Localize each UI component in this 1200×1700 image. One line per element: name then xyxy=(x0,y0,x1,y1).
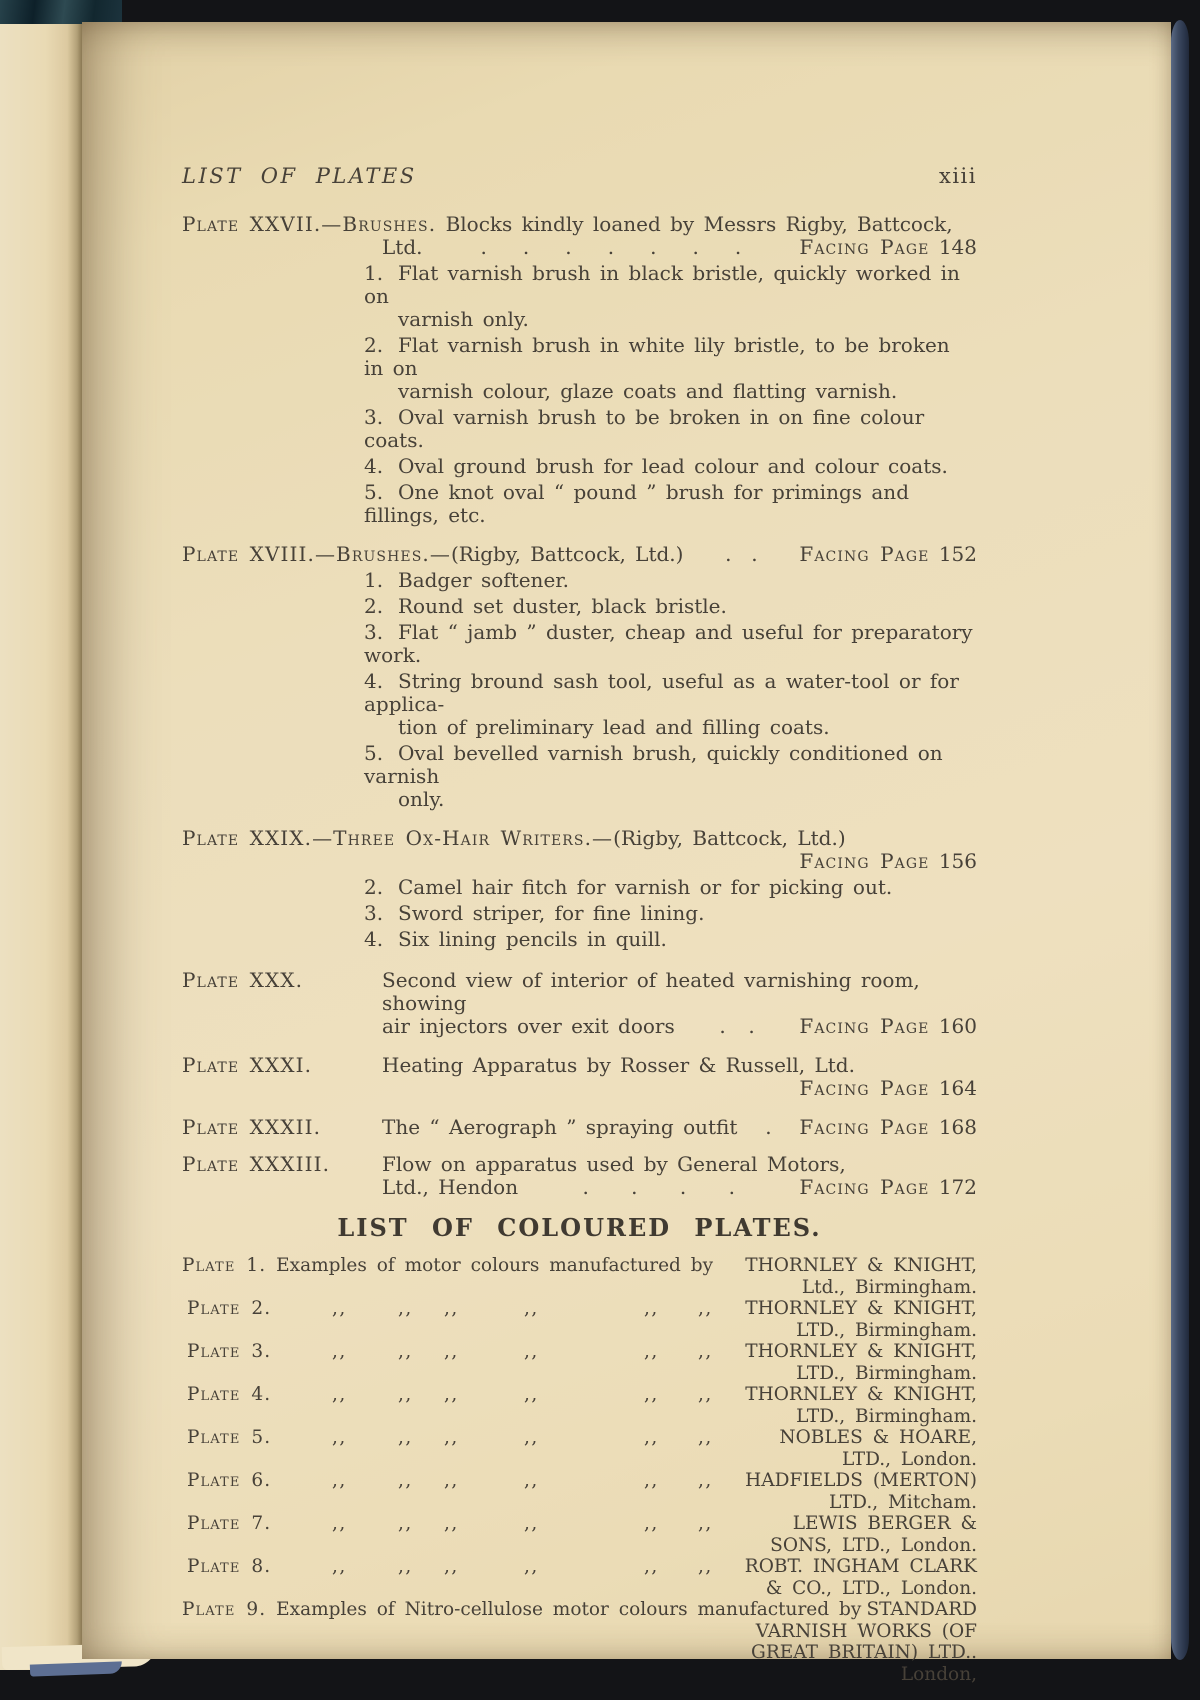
ditto-mark: ,, xyxy=(398,1341,413,1362)
plate-label: Plate 5. xyxy=(187,1427,272,1448)
facing-page-label: Facing Page xyxy=(799,1115,930,1139)
plate-item xyxy=(364,262,977,331)
plate-label: Plate 6. xyxy=(187,1470,272,1491)
description-line: The “ Aerograph ” spraying outfit xyxy=(382,1115,738,1139)
manufacturer: STANDARD xyxy=(866,1599,977,1620)
row-line xyxy=(182,1341,977,1363)
item-text: Oval ground brush for lead colour and colour coats. xyxy=(398,454,948,478)
leader-dot: . xyxy=(719,1014,726,1038)
ditto-mark: ,, xyxy=(444,1341,459,1362)
plate-item xyxy=(364,902,977,925)
ditto-mark: ,, xyxy=(698,1384,713,1405)
ditto-mark: ,, xyxy=(332,1298,347,1319)
facing-page-ref xyxy=(799,1015,977,1038)
manufacturer: ROBT. INGHAM CLARK xyxy=(744,1556,977,1577)
ditto-mark: ,, xyxy=(524,1341,539,1362)
ditto-mark: ,, xyxy=(398,1298,413,1319)
plate-label: Plate XXIX.—Three Ox-Hair Writers.— xyxy=(182,826,614,850)
description-line: Second view of interior of heated varnishing room, showing xyxy=(382,968,920,1015)
plate-item xyxy=(364,595,977,618)
item-text: Camel hair fitch for varnish or for picking out. xyxy=(398,875,893,899)
coloured-plate-row xyxy=(182,1470,977,1513)
item-number: 5. xyxy=(364,741,384,765)
manufacturer: NOBLES & HOARE, xyxy=(779,1427,977,1448)
row-line xyxy=(182,1470,977,1492)
manufacturer-continuation: LTD., Mitcham. xyxy=(829,1491,977,1513)
plate-entry-xxix xyxy=(182,827,977,951)
facing-page-ref xyxy=(799,1077,977,1100)
plate-item xyxy=(364,742,977,811)
coloured-plate-row xyxy=(182,1556,977,1599)
leader-dot: . xyxy=(692,235,699,259)
leader-dot: . xyxy=(631,1175,638,1199)
cover-edge-sliver xyxy=(30,1661,122,1676)
row-line xyxy=(182,1427,977,1449)
coloured-plate-row xyxy=(182,1384,977,1427)
row-line xyxy=(182,1255,977,1277)
plate-entry-xxxi xyxy=(182,1054,977,1100)
plate-label: Plate XXXIII. xyxy=(182,1152,331,1176)
row-line xyxy=(182,1556,977,1578)
leader-dot: . xyxy=(728,1175,735,1199)
ditto-mark: ,, xyxy=(398,1427,413,1448)
running-title: LIST OF PLATES xyxy=(182,164,417,188)
leader-dot: . xyxy=(765,1115,772,1139)
ditto-mark: ,, xyxy=(332,1384,347,1405)
plate-heading xyxy=(182,213,977,236)
coloured-plate-row xyxy=(182,1341,977,1384)
plate-description xyxy=(382,969,977,1015)
ditto-mark: ,, xyxy=(644,1384,659,1405)
dot-leader xyxy=(422,236,799,259)
coloured-plate-row xyxy=(182,1298,977,1341)
facing-page-label: Facing Page xyxy=(799,849,930,873)
ditto-mark: ,, xyxy=(332,1427,347,1448)
item-number: 4. xyxy=(364,927,384,951)
item-number: 4. xyxy=(364,454,384,478)
plate-label: Plate 3. xyxy=(187,1341,272,1362)
plate-item xyxy=(364,455,977,478)
previous-page-edge xyxy=(0,24,82,1670)
plate-heading xyxy=(182,827,977,850)
item-text: Oval bevelled varnish brush, quickly conditioned on varnish xyxy=(364,741,943,788)
leader-dot: . xyxy=(582,1175,589,1199)
plate-entry-xxx xyxy=(182,969,977,1038)
item-number: 2. xyxy=(364,875,384,899)
item-number: 3. xyxy=(364,620,384,644)
ditto-mark: ,, xyxy=(698,1556,713,1577)
section-title: LIST OF COLOURED PLATES. xyxy=(337,1213,822,1242)
row-line xyxy=(182,1298,977,1320)
item-text-continuation: varnish colour, glaze coats and flatting varnish. xyxy=(398,379,898,403)
plate-heading-text xyxy=(182,543,683,566)
leader-dot: . xyxy=(748,1014,755,1038)
manufacturer-continuation: LTD., Birmingham. xyxy=(796,1405,977,1427)
plate-row xyxy=(182,1176,977,1199)
ditto-mark: ,, xyxy=(444,1556,459,1577)
dot-leader xyxy=(683,543,799,566)
ditto-mark: ,, xyxy=(524,1384,539,1405)
coloured-plate-row xyxy=(182,1599,977,1685)
row-line xyxy=(182,1513,977,1535)
plate-heading-text: (Rigby, Battcock, Ltd.) xyxy=(613,826,846,850)
row-line xyxy=(182,1599,977,1621)
plate-row xyxy=(182,1153,977,1176)
leader-dot: . xyxy=(522,235,530,259)
facing-page-ref xyxy=(799,850,977,873)
facing-page-ref xyxy=(799,236,977,259)
ditto-mark: ,, xyxy=(644,1556,659,1577)
leader-dot: . xyxy=(565,235,572,259)
ditto-mark: ,, xyxy=(398,1513,413,1534)
description-line: Heating Apparatus by Rosser & Russell, Ltd. xyxy=(382,1053,855,1077)
facing-page-line xyxy=(182,850,977,873)
continuation-text: Ltd. xyxy=(382,235,423,259)
plate-description xyxy=(382,1054,977,1077)
item-text: Flat “ jamb ” duster, cheap and useful for preparatory work. xyxy=(364,620,973,667)
ditto-mark: ,, xyxy=(644,1341,659,1362)
folio-number: xiii xyxy=(939,164,977,188)
item-number: 1. xyxy=(364,261,384,285)
page-content xyxy=(182,22,977,1685)
plate-row xyxy=(182,969,977,1015)
facing-page-label: Facing Page xyxy=(799,542,930,566)
ditto-mark: ,, xyxy=(398,1556,413,1577)
manufacturer-continuation: LTD., Birmingham. xyxy=(796,1362,977,1384)
facing-page-ref xyxy=(799,543,977,566)
item-text: Six lining pencils in quill. xyxy=(398,927,667,951)
manufacturer-continuation: SONS, LTD., London. xyxy=(770,1534,977,1556)
coloured-plate-row xyxy=(182,1255,977,1298)
manufacturer: HADFIELDS (MERTON) xyxy=(745,1470,977,1491)
plate-item xyxy=(364,670,977,739)
item-number: 3. xyxy=(364,405,384,429)
ditto-mark: ,, xyxy=(444,1513,459,1534)
plate-row xyxy=(182,1116,977,1139)
plate-label: Plate 2. xyxy=(187,1298,272,1319)
facing-page-number: 160 xyxy=(938,1014,977,1038)
leader-dot: . xyxy=(480,235,487,259)
plate-entry-xxvii xyxy=(182,213,977,527)
ditto-mark: ,, xyxy=(644,1298,659,1319)
plate-item xyxy=(364,569,977,592)
plate-label: Plate XVIII.—Brushes.— xyxy=(182,542,451,566)
manufacturer: THORNLEY & KNIGHT, xyxy=(745,1384,977,1405)
coloured-plates-list xyxy=(182,1255,977,1685)
item-number: 2. xyxy=(364,333,384,357)
item-text: Round set duster, black bristle. xyxy=(398,594,727,618)
ditto-mark: ,, xyxy=(444,1384,459,1405)
manufacturer-continuation: LTD., Birmingham. xyxy=(796,1319,977,1341)
item-text: Badger softener. xyxy=(398,568,569,592)
leader-dot: . xyxy=(734,235,742,259)
book-page xyxy=(82,22,1171,1685)
leader-dot: . xyxy=(751,542,758,566)
book-cover-edge xyxy=(1171,20,1189,1660)
description-line: Ltd., Hendon xyxy=(382,1175,519,1199)
facing-page-number: 156 xyxy=(938,849,977,873)
ditto-mark: ,, xyxy=(698,1470,713,1491)
item-text-continuation: only. xyxy=(398,787,445,811)
ditto-mark: ,, xyxy=(332,1556,347,1577)
plate-item xyxy=(364,928,977,951)
plate-item xyxy=(364,334,977,403)
ditto-mark: ,, xyxy=(698,1298,713,1319)
ditto-mark: ,, xyxy=(524,1427,539,1448)
row-lead xyxy=(182,1599,861,1621)
plate-label: Plate XXX. xyxy=(182,968,304,992)
row-text: Examples of motor colours manufactured by xyxy=(276,1255,714,1276)
ditto-mark: ,, xyxy=(644,1470,659,1491)
manufacturer: THORNLEY & KNIGHT, xyxy=(745,1341,977,1362)
plate-label: Plate 1. xyxy=(182,1255,267,1276)
row-lead xyxy=(182,1255,713,1277)
plate-description xyxy=(382,1077,977,1100)
leader-dot: . xyxy=(679,1175,687,1199)
plate-description xyxy=(382,1176,977,1199)
facing-page-label: Facing Page xyxy=(799,235,930,259)
facing-page-number: 172 xyxy=(938,1175,977,1199)
facing-page-ref xyxy=(799,1176,977,1199)
manufacturer-continuation: Ltd., Birmingham. xyxy=(801,1276,977,1298)
plate-heading-text: Blocks kindly loaned by Messrs Rigby, Battcock, xyxy=(445,212,953,236)
dot-leader xyxy=(675,1015,800,1038)
plate-heading-continuation xyxy=(382,236,977,259)
description-line: Flow on apparatus used by General Motors, xyxy=(382,1152,846,1176)
ditto-mark: ,, xyxy=(444,1470,459,1491)
plate-row xyxy=(182,1077,977,1100)
plate-label: Plate XXXI. xyxy=(182,1053,313,1077)
dot-leader xyxy=(737,1116,799,1139)
item-text: String bround sash tool, useful as a water-tool or for applica- xyxy=(364,669,959,716)
ditto-mark: ,, xyxy=(398,1470,413,1491)
manufacturer-continuation: VARNISH WORKS (OF xyxy=(755,1620,977,1642)
leader-dot: . xyxy=(650,235,657,259)
plate-label: Plate 7. xyxy=(187,1513,272,1534)
plate-description xyxy=(382,1153,977,1176)
manufacturer-continuation: & CO., LTD., London. xyxy=(765,1577,977,1599)
plate-item xyxy=(364,481,977,527)
facing-page-number: 168 xyxy=(938,1115,977,1139)
ditto-mark: ,, xyxy=(524,1513,539,1534)
coloured-plate-row xyxy=(182,1427,977,1470)
facing-page-ref xyxy=(799,1116,977,1139)
plate-item xyxy=(364,406,977,452)
ditto-mark: ,, xyxy=(524,1556,539,1577)
plate-label: Plate 8. xyxy=(187,1556,272,1577)
leader-dot: . xyxy=(725,542,732,566)
ditto-mark: ,, xyxy=(644,1427,659,1448)
facing-page-number: 164 xyxy=(938,1076,977,1100)
plate-label: Plate XXVII.—Brushes. xyxy=(182,212,437,236)
manufacturer-continuation: LTD., London. xyxy=(841,1448,977,1470)
item-text-continuation: varnish only. xyxy=(398,307,529,331)
manufacturer: THORNLEY & KNIGHT, xyxy=(745,1255,977,1276)
item-text: Flat varnish brush in white lily bristle, to be broken in on xyxy=(364,333,950,380)
item-text: Flat varnish brush in black bristle, quickly worked in on xyxy=(364,261,960,308)
plate-description xyxy=(382,1116,977,1139)
item-number: 3. xyxy=(364,901,384,925)
ditto-mark: ,, xyxy=(698,1513,713,1534)
plate-item xyxy=(364,876,977,899)
manufacturer-continuation: GREAT BRITAIN) LTD.. xyxy=(751,1642,977,1663)
plate-entry-xxxii xyxy=(182,1116,977,1139)
facing-page-label: Facing Page xyxy=(799,1175,930,1199)
ditto-mark: ,, xyxy=(524,1298,539,1319)
item-text: One knot oval “ pound ” brush for primings and fillings, etc. xyxy=(364,480,909,527)
description-line: air injectors over exit doors xyxy=(382,1014,675,1038)
manufacturer-continuation: London, xyxy=(900,1663,977,1685)
ditto-mark: ,, xyxy=(444,1298,459,1319)
facing-page-number: 148 xyxy=(938,235,977,259)
plate-entry-xxxiii xyxy=(182,1153,977,1199)
ditto-mark: ,, xyxy=(332,1513,347,1534)
plate-entry-xviii xyxy=(182,543,977,811)
manufacturer: LEWIS BERGER & xyxy=(792,1513,977,1534)
ditto-mark: ,, xyxy=(332,1470,347,1491)
row-line xyxy=(182,1384,977,1406)
facing-page-label: Facing Page xyxy=(799,1014,930,1038)
dot-leader xyxy=(518,1176,799,1199)
item-text: Sword striper, for fine lining. xyxy=(398,901,705,925)
row-text: Examples of Nitro-cellulose motor colours manufactured by xyxy=(276,1599,862,1620)
plate-heading-rest: (Rigby, Battcock, Ltd.) xyxy=(450,542,684,566)
manufacturer: THORNLEY & KNIGHT, xyxy=(745,1298,977,1319)
plate-heading xyxy=(182,543,977,566)
plate-row xyxy=(182,1054,977,1077)
leader-dot: . xyxy=(607,235,615,259)
ditto-mark: ,, xyxy=(398,1384,413,1405)
plate-item xyxy=(364,621,977,667)
ditto-mark: ,, xyxy=(524,1470,539,1491)
ditto-mark: ,, xyxy=(332,1341,347,1362)
facing-page-number: 152 xyxy=(938,542,977,566)
page-header xyxy=(182,165,977,191)
plate-description xyxy=(382,1015,977,1038)
plate-label: Plate 4. xyxy=(187,1384,272,1405)
ditto-mark: ,, xyxy=(644,1513,659,1534)
item-number: 1. xyxy=(364,568,384,592)
item-text-continuation: tion of preliminary lead and filling coats. xyxy=(398,715,830,739)
item-number: 4. xyxy=(364,669,384,693)
ditto-mark: ,, xyxy=(698,1341,713,1362)
item-number: 2. xyxy=(364,594,384,618)
ditto-mark: ,, xyxy=(444,1427,459,1448)
item-number: 5. xyxy=(364,480,384,504)
plate-label: Plate 9. xyxy=(182,1599,267,1620)
ditto-mark: ,, xyxy=(698,1427,713,1448)
item-text: Oval varnish brush to be broken in on fine colour coats. xyxy=(364,405,925,452)
coloured-plate-row xyxy=(182,1513,977,1556)
plate-row xyxy=(182,1015,977,1038)
plate-label: Plate XXXII. xyxy=(182,1115,322,1139)
facing-page-label: Facing Page xyxy=(799,1076,930,1100)
